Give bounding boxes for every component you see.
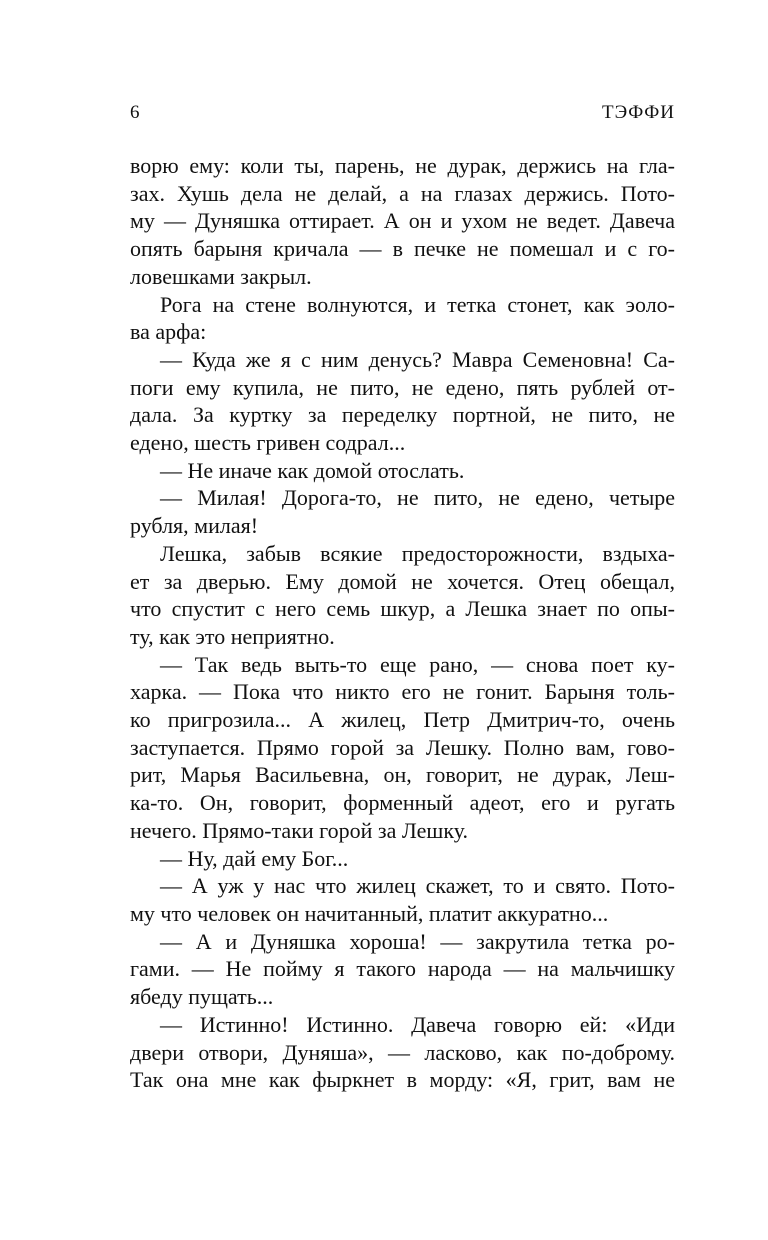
- body-text: [130, 152, 675, 1094]
- text-line: рубля, милая!: [130, 513, 259, 539]
- text-line: — Куда же я с ним денусь? Мавра Семеновна! Са-: [160, 346, 675, 372]
- text-line: едено, шесть гривен содрал...: [130, 430, 406, 456]
- text-line: — Не иначе как домой отослать.: [160, 457, 465, 483]
- text-line: му — Дуняшка оттирает. А он и ухом не ведет. Давеча: [130, 208, 675, 234]
- text-line: ту, как это неприятно.: [130, 623, 335, 649]
- text-line: Рога на стене волнуются, и тетка стонет, как эоло-: [160, 291, 675, 317]
- text-line: зах. Хушь дела не делай, а на глазах держись. Пото-: [130, 180, 675, 206]
- text-line: двери отвори, Дуняша», — ласково, как по-доброму.: [130, 1039, 675, 1065]
- text-line: ва арфа:: [130, 319, 207, 345]
- text-line: — Ну, дай ему Бог...: [160, 845, 349, 871]
- page-header: [130, 98, 675, 128]
- text-line: — Истинно! Истинно. Давеча говорю ей: «Иди: [160, 1011, 675, 1037]
- text-line: Так она мне как фыркнет в морду: «Я, грит, вам не: [130, 1067, 675, 1093]
- text-line: — А уж у нас что жилец скажет, то и свято. Пото-: [160, 873, 675, 899]
- text-line: харка. — Пока что никто его не гонит. Барыня толь-: [130, 679, 675, 705]
- text-line: дала. За куртку за переделку портной, не пито, не: [130, 402, 675, 428]
- text-line: нечего. Прямо-таки горой за Лешку.: [130, 817, 469, 843]
- text-line: опять барыня кричала — в печке не помешал и с го-: [130, 236, 675, 262]
- text-line: поги ему купила, не пито, не едено, пять рублей от-: [130, 374, 675, 400]
- text-line: му что человек он начитанный, платит аккуратно...: [130, 900, 609, 926]
- text-line: что спустит с него семь шкур, а Лешка знает по опы-: [130, 596, 675, 622]
- text-line: гами. — Не пойму я такого народа — на мальчишку: [130, 956, 675, 982]
- text-line: заступается. Прямо горой за Лешку. Полно вам, гово-: [130, 734, 675, 760]
- text-line: — Милая! Дорога-то, не пито, не едено, четыре: [160, 485, 675, 511]
- text-line: рит, Марья Васильевна, он, говорит, не дурак, Леш-: [130, 762, 675, 788]
- text-line: — А и Дуняшка хороша! — закрутила тетка ро-: [160, 928, 675, 954]
- text-line: ко пригрозила... А жилец, Петр Дмитрич-то, очень: [130, 707, 675, 733]
- text-line: Лешка, забыв всякие предосторожности, вздыха-: [160, 540, 675, 566]
- text-line: ет за дверью. Ему домой не хочется. Отец обещал,: [130, 568, 675, 594]
- text-line: — Так ведь выть-то еще рано, — снова поет ку-: [160, 651, 675, 677]
- page-number: 6: [130, 102, 140, 123]
- running-head: ТЭФФИ: [602, 102, 675, 123]
- text-line: ворю ему: коли ты, парень, не дурак, держись на гла-: [130, 153, 675, 178]
- text-line: ка-то. Он, говорит, форменный адеот, его и ругать: [130, 790, 675, 816]
- text-line: ябеду пущать...: [130, 984, 274, 1010]
- text-line: ловешками закрыл.: [130, 263, 312, 289]
